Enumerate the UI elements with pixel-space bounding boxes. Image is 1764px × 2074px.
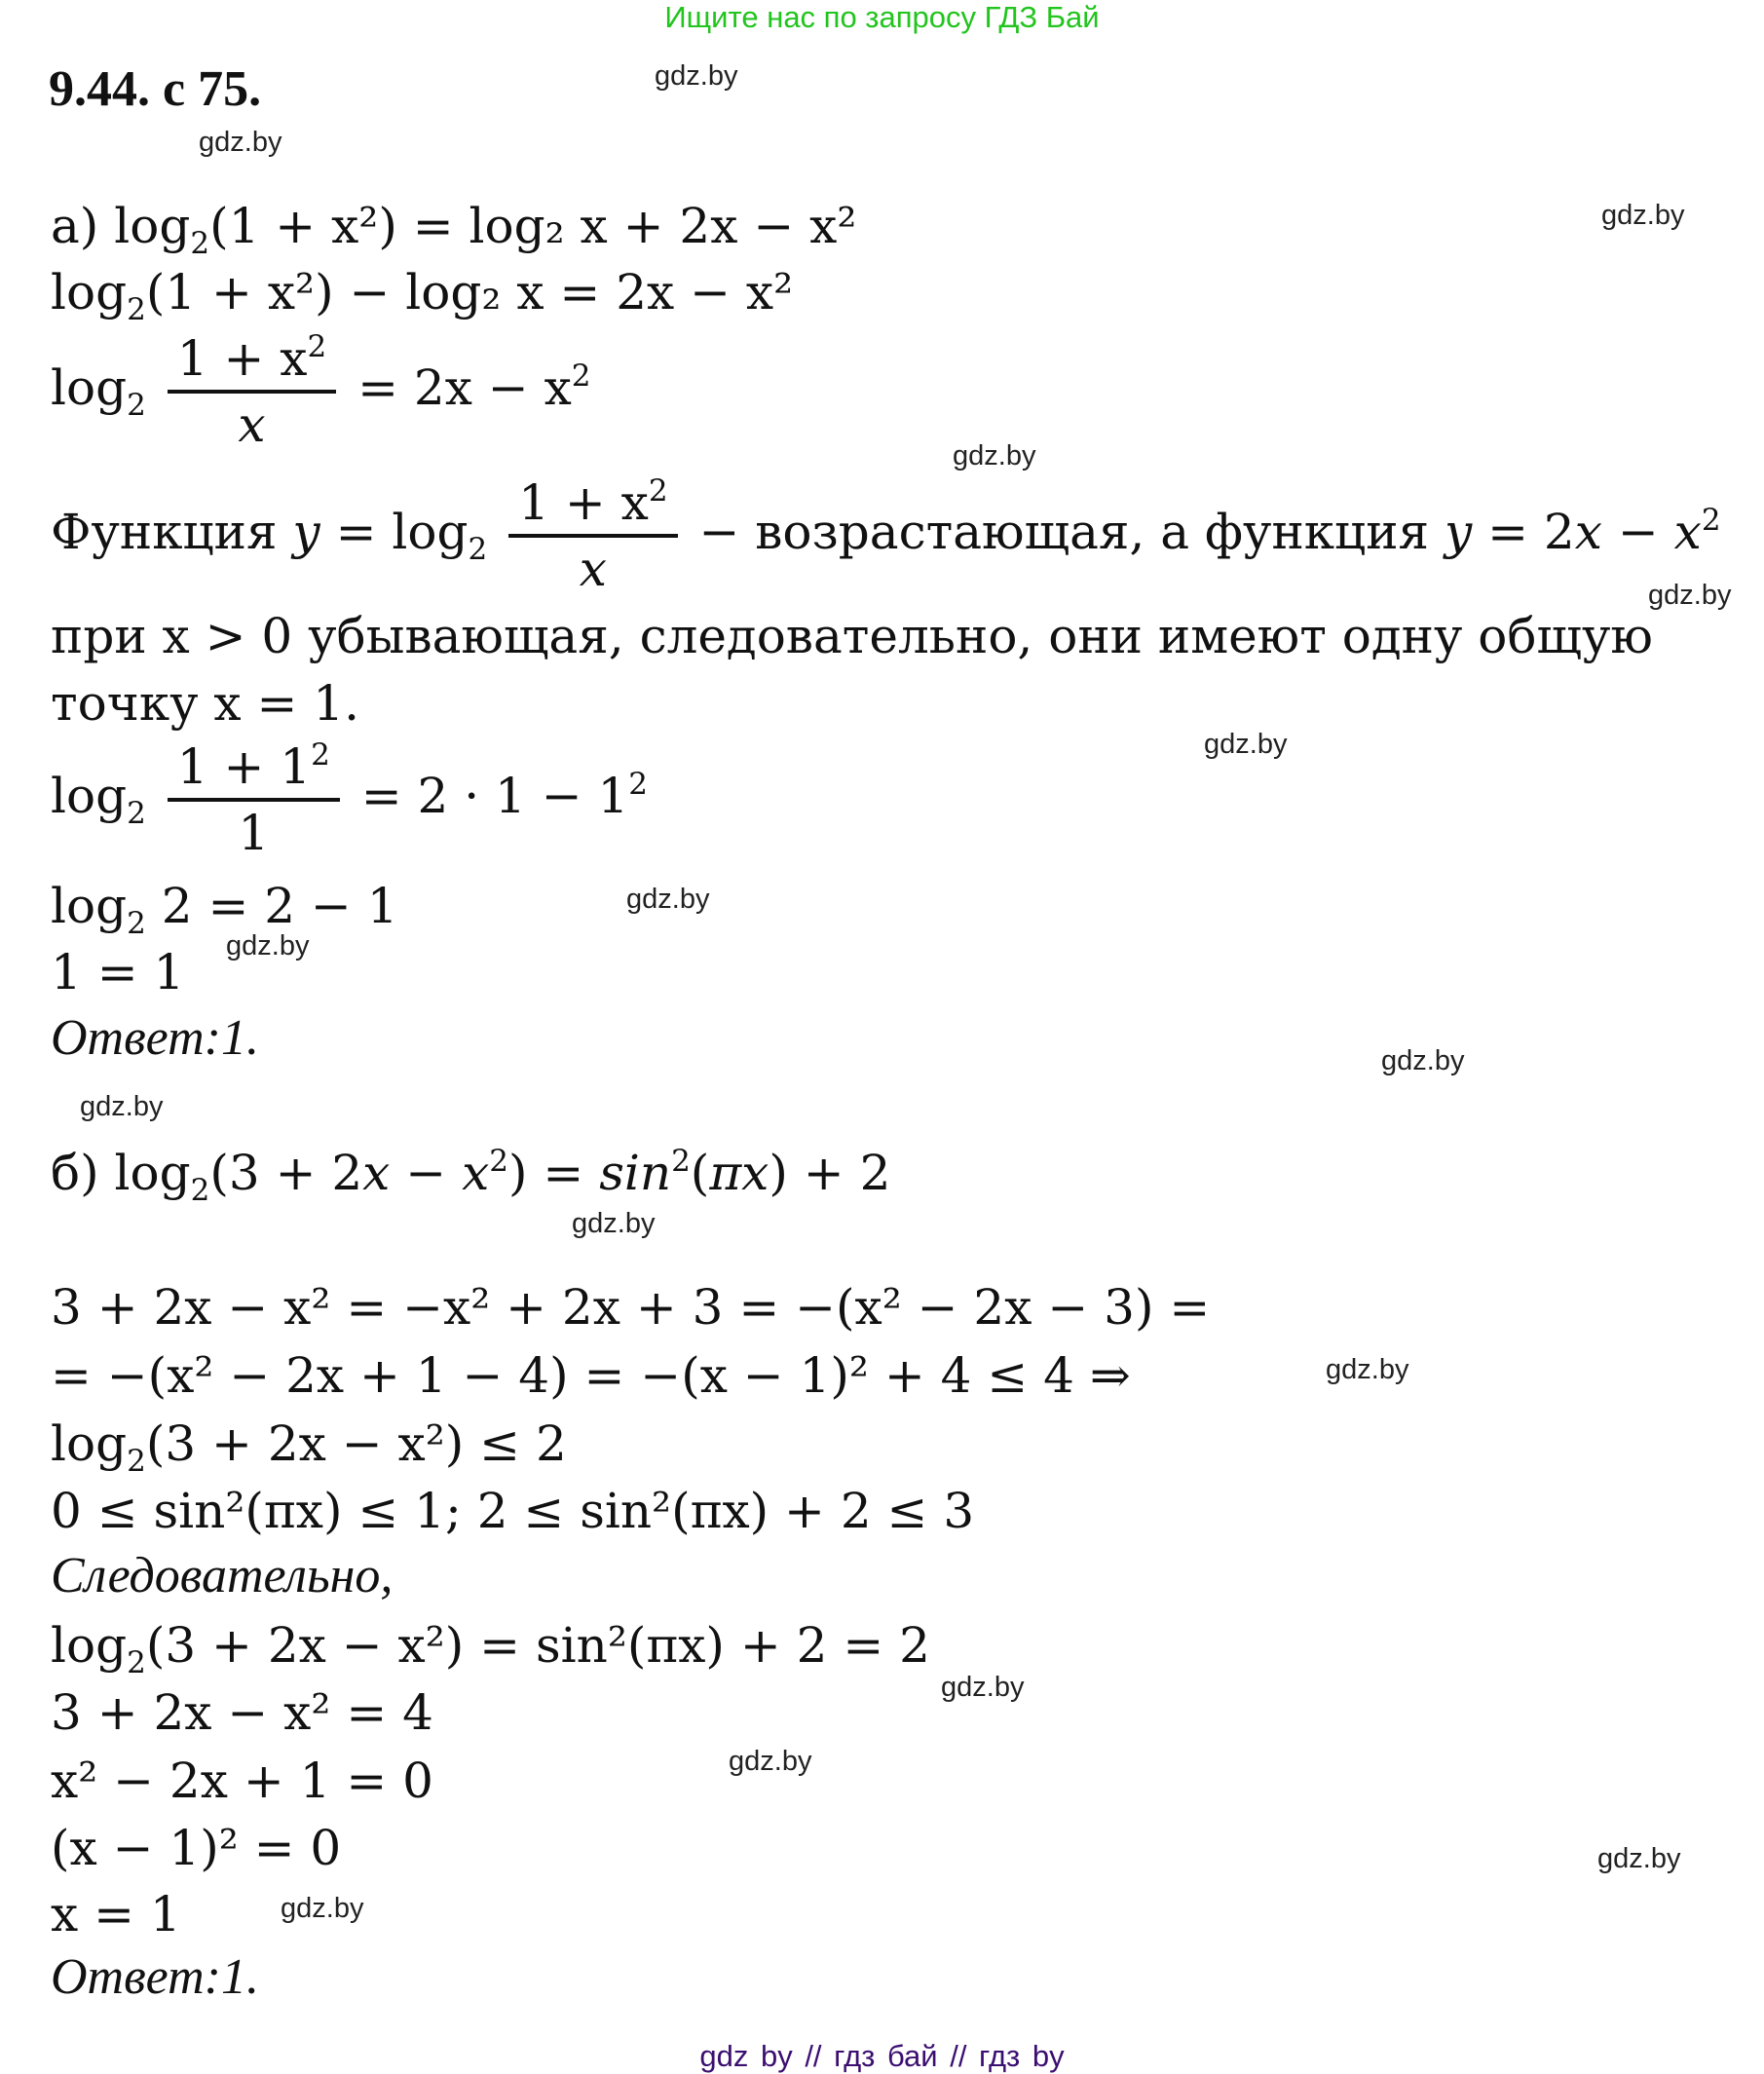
search-hint-banner: Ищите нас по запросу ГДЗ Бай <box>664 0 1100 34</box>
fraction: $\frac{1 + x^2}{x}$ <box>508 471 677 600</box>
part-b-equation: б) $\log_2(3 + 2x - x^2) = \sin^2(\pi x) + 2$ <box>51 1143 891 1208</box>
watermark: gdz.by <box>1597 1843 1681 1874</box>
watermark: gdz.by <box>941 1672 1025 1703</box>
check-step: $\log_2$ $\frac{1 + 1^2}{1}$ = $2 \cdot 1 - 1^2$ <box>51 735 648 864</box>
monotonicity-text-2: при x > 0 убывающая, следовательно, они имеют одну общую <box>51 608 1653 664</box>
monotonicity-text-1: Функция $y = \log_2$ $\frac{1 + x^2}{x}$ − возрастающая, а функция $y = 2x - x^2$ <box>51 471 1721 600</box>
watermark: gdz.by <box>226 930 310 962</box>
step-log-fraction: $\log_2$ $\frac{1 + x^2}{x}$ = $2x - x^2$ <box>51 327 591 456</box>
watermark: gdz.by <box>281 1893 364 1924</box>
watermark: gdz.by <box>1648 580 1732 611</box>
exercise-title: 9.44. с 75. <box>49 61 262 117</box>
check-log2: $\log_2 2 = 2 - 1$ <box>51 878 398 941</box>
watermark: gdz.by <box>729 1746 812 1777</box>
fraction: $\frac{1 + x^2}{x}$ <box>168 327 336 456</box>
part-b-step: = −(x² − 2x + 1 − 4) = −(x − 1)² + 4 ≤ 4 ⇒ <box>51 1347 1131 1404</box>
footer-links: gdz by // гдз бай // гдз by <box>699 2039 1065 2073</box>
part-b-step: 0 ≤ sin²(πx) ≤ 1; 2 ≤ sin²(πx) + 2 ≤ 3 <box>51 1483 975 1539</box>
watermark: gdz.by <box>1204 729 1288 760</box>
watermark: gdz.by <box>655 60 738 92</box>
part-b-step: 3 + 2x − x² = 4 <box>51 1684 433 1741</box>
fraction: $\frac{1 + 1^2}{1}$ <box>168 735 340 864</box>
watermark: gdz.by <box>626 884 710 915</box>
watermark: gdz.by <box>199 127 282 158</box>
watermark: gdz.by <box>1381 1045 1465 1076</box>
therefore-text: Следовательно, <box>51 1548 394 1603</box>
part-b-step: (x − 1)² = 0 <box>51 1820 342 1876</box>
watermark: gdz.by <box>572 1208 656 1239</box>
part-b-step: $\log_2(3 + 2x - x^2) = \sin^2(\pi x) + 2 = 2$ <box>51 1617 930 1680</box>
part-b-step: x² − 2x + 1 = 0 <box>51 1753 433 1809</box>
part-b-step: 3 + 2x − x² = −x² + 2x + 3 = −(x² − 2x − 3) = <box>51 1279 1211 1336</box>
part-b-step: x = 1 <box>51 1886 181 1942</box>
part-a-equation: а) $\log_2(1 + x^2) = \log_2$ x + 2x − x² <box>51 198 857 261</box>
step-subtract-logs: $\log_2(1 + x^2) - \log_2$ x = 2x − x² <box>51 264 794 327</box>
watermark: gdz.by <box>1601 200 1685 231</box>
watermark: gdz.by <box>953 440 1036 471</box>
answer-a: Ответ:1. <box>51 1010 259 1066</box>
monotonicity-text-3: точку x = 1. <box>51 675 359 732</box>
part-a-label: а) <box>51 198 99 254</box>
check-identity: 1 = 1 <box>51 944 185 1000</box>
answer-b: Ответ:1. <box>51 1949 259 2005</box>
part-b-label: б) <box>51 1145 99 1201</box>
part-b-step: $\log_2(3 + 2x - x^2) \le 2$ <box>51 1415 567 1479</box>
watermark: gdz.by <box>1326 1354 1409 1385</box>
watermark: gdz.by <box>80 1091 164 1122</box>
